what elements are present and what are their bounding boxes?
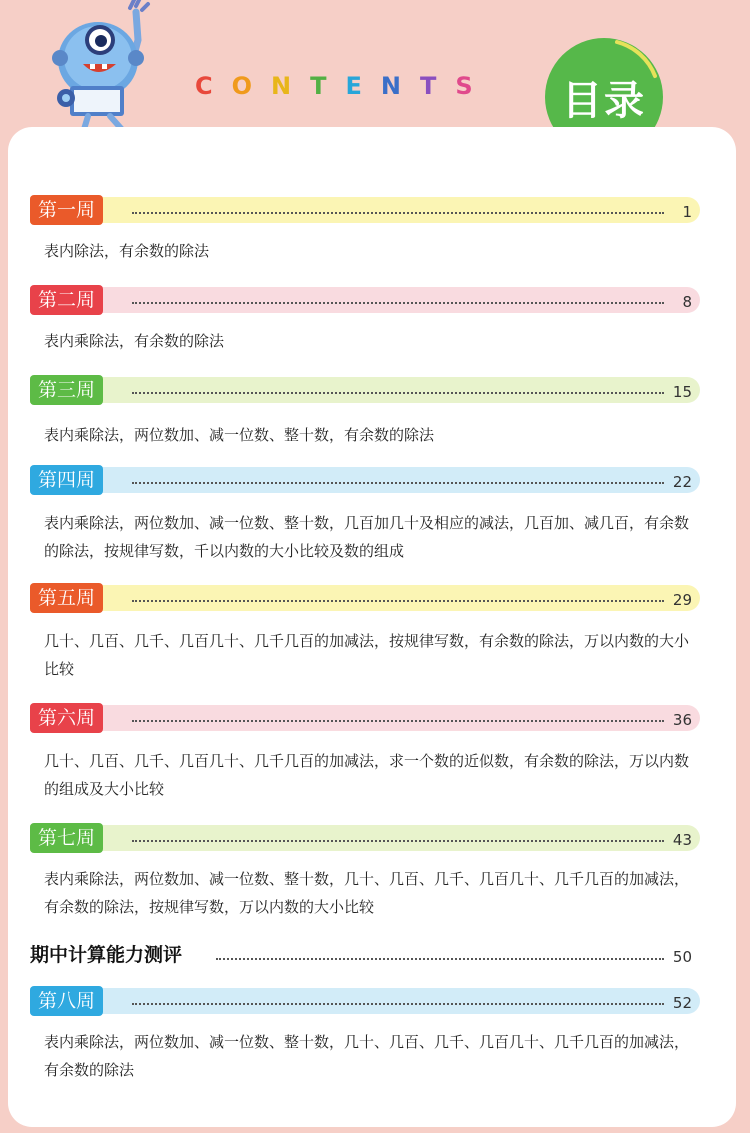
toc-bar [30, 825, 700, 851]
toc-entry-week-7[interactable] [30, 825, 700, 921]
week-tag: 第八周 [30, 986, 103, 1016]
week-tag: 第三周 [30, 375, 103, 405]
leader-dots [132, 392, 664, 394]
toc-bar [30, 705, 700, 731]
entry-description: 表内乘除法，有余数的除法 [44, 332, 225, 350]
toc-entry-week-2[interactable] [30, 287, 700, 355]
page-title: 目录 [562, 77, 646, 124]
leader-dots [132, 840, 664, 842]
contents-letter: E [345, 72, 381, 100]
week-tag: 第四周 [30, 465, 103, 495]
week-tag: 第七周 [30, 823, 103, 853]
toc-bar [30, 197, 700, 223]
page-number: 1 [682, 203, 692, 221]
toc-bar [30, 585, 700, 611]
contents-letter: T [310, 72, 346, 100]
week-tag: 第一周 [30, 195, 103, 225]
page-number: 15 [672, 383, 692, 401]
page-number: 52 [672, 994, 692, 1012]
page-number: 22 [672, 473, 692, 491]
robot-mascot-icon [38, 0, 168, 148]
leader-dots [132, 482, 664, 484]
toc-entry-week-4[interactable] [30, 467, 700, 565]
page-number: 43 [672, 831, 692, 849]
contents-letter: S [455, 72, 492, 100]
page-number: 36 [672, 711, 692, 729]
toc-entry-week-5[interactable] [30, 585, 700, 683]
week-tag: 第六周 [30, 703, 103, 733]
contents-heading [195, 72, 492, 100]
leader-dots [132, 212, 664, 214]
toc-bar [30, 988, 700, 1014]
contents-letter: N [380, 72, 420, 100]
entry-description: 表内乘除法，两位数加、减一位数、整十数，几十、几百、几千、几百几十、几千几百的加减法，有余数的除法 [44, 1033, 690, 1079]
toc-entry-week-1[interactable] [30, 197, 700, 265]
midterm-title: 期中计算能力测评 [30, 944, 183, 966]
toc-entry-week-3[interactable] [30, 377, 700, 449]
entry-description: 表内乘除法，两位数加、减一位数、整十数，几百加几十及相应的减法，几百加、减几百，有余数的除法，按规律写数，千以内数的大小比较及数的组成 [44, 514, 690, 560]
toc-bar [30, 467, 700, 493]
entry-description: 表内乘除法，两位数加、减一位数、整十数，几十、几百、几千、几百几十、几千几百的加减法，有余数的除法，按规律写数，万以内数的大小比较 [44, 870, 690, 916]
page-number: 29 [672, 591, 692, 609]
toc-entry-week-6[interactable] [30, 705, 700, 803]
toc-entry-midterm[interactable] [30, 940, 700, 970]
contents-letter: C [195, 72, 232, 100]
contents-letter: N [271, 72, 311, 100]
entry-description: 几十、几百、几千、几百几十、几千几百的加减法，按规律写数，有余数的除法，万以内数的大小比较 [44, 632, 690, 678]
contents-letter: O [231, 72, 272, 100]
entry-description: 表内除法，有余数的除法 [44, 242, 210, 260]
week-tag: 第二周 [30, 285, 103, 315]
entry-description: 表内乘除法，两位数加、减一位数、整十数，有余数的除法 [44, 426, 435, 444]
entry-description: 几十、几百、几千、几百几十、几千几百的加减法，求一个数的近似数，有余数的除法，万以内数的组成及大小比较 [44, 752, 690, 798]
toc-bar [30, 287, 700, 313]
contents-letter: T [420, 72, 456, 100]
page-number: 50 [672, 948, 692, 966]
page-number: 8 [682, 293, 692, 311]
leader-dots [132, 302, 664, 304]
toc-bar [30, 377, 700, 403]
leader-dots [132, 600, 664, 602]
leader-dots [132, 1003, 664, 1005]
leader-dots [132, 720, 664, 722]
leader-dots [216, 958, 664, 960]
toc-entry-week-8[interactable] [30, 988, 700, 1084]
week-tag: 第五周 [30, 583, 103, 613]
